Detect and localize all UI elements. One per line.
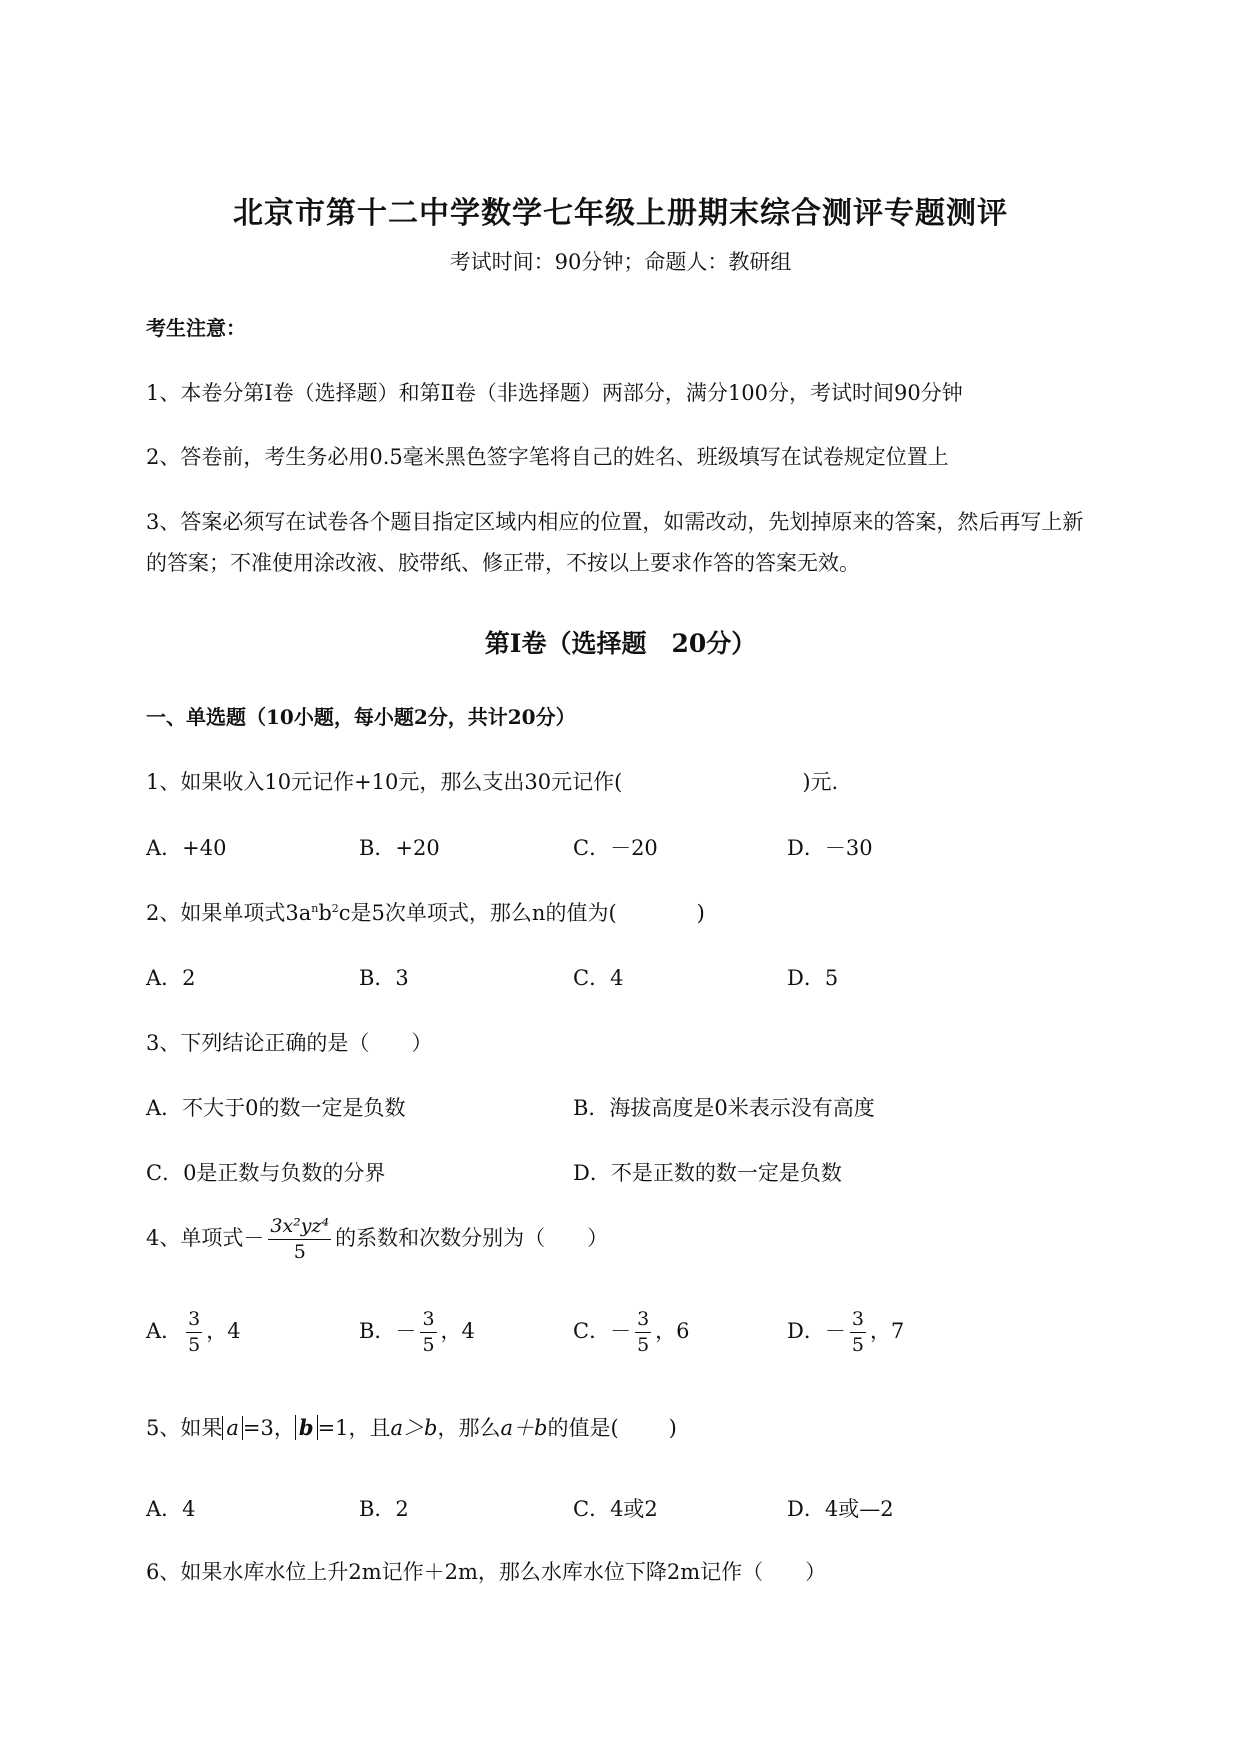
- question-1-text: 1、如果收入10元记作+10元，那么支出30元记作(: [146, 770, 623, 794]
- question-5-text: 5、如果: [146, 1416, 223, 1440]
- option-degree: ，4: [206, 1319, 241, 1343]
- fraction-numerator: 3: [420, 1310, 436, 1333]
- question-6: 6、如果水库水位上升2m记作＋2m，那么水库水位下降2m记作（ ）: [146, 1560, 827, 1584]
- question-4-text: 4、单项式－: [146, 1226, 265, 1250]
- option-label: B．－: [359, 1319, 417, 1343]
- q3-option-c: C．0是正数与负数的分界: [146, 1161, 386, 1185]
- q4-option-d: [787, 1310, 904, 1355]
- abs-b: b: [295, 1415, 318, 1440]
- question-5-text-cont: ，那么: [437, 1416, 501, 1440]
- fraction-denominator: 5: [637, 1334, 650, 1356]
- fraction-numerator: 3x²yz⁴: [268, 1217, 331, 1240]
- question-1-suffix: )元.: [802, 770, 839, 794]
- q5-option-d: D．4或—2: [787, 1497, 894, 1521]
- fraction-numerator: 3: [186, 1310, 202, 1333]
- equation: =3，: [242, 1416, 295, 1440]
- notice-item-1: 1、本卷分第Ⅰ卷（选择题）和第Ⅱ卷（非选择题）两部分，满分100分，考试时间90分钟: [146, 381, 963, 405]
- exponent: n: [311, 902, 319, 915]
- option-degree: ，6: [655, 1319, 690, 1343]
- page-title: 北京市第十二中学数学七年级上册期末综合测评专题测评: [233, 196, 1008, 231]
- q1-option-a: A．+40: [146, 836, 227, 860]
- question-1: [146, 766, 838, 796]
- exam-info: 考试时间：90分钟；命题人：教研组: [449, 250, 792, 274]
- question-2-suffix: ): [696, 901, 705, 925]
- question-2: [146, 897, 705, 927]
- q3-option-d: D．不是正数的数一定是负数: [573, 1161, 842, 1185]
- q5-option-b: B．2: [359, 1497, 409, 1521]
- fraction: [850, 1310, 866, 1355]
- notice-item-2: 2、答卷前，考生务必用0.5毫米黑色签字笔将自己的姓名、班级填写在试卷规定位置上: [146, 445, 949, 469]
- equation: =1，且: [317, 1416, 391, 1440]
- q2-option-b: B．3: [359, 966, 409, 990]
- q4-option-b: [359, 1310, 475, 1355]
- section-title: 第Ⅰ卷（选择题 20分）: [484, 629, 757, 658]
- part-title: 一、单选题（10小题，每小题2分，共计20分）: [146, 705, 576, 729]
- abs-a: a: [222, 1416, 243, 1440]
- q5-option-a: A．4: [146, 1497, 196, 1521]
- fraction-denominator: 5: [851, 1334, 864, 1356]
- q4-option-a: [146, 1310, 241, 1355]
- fraction-numerator: 3: [635, 1310, 651, 1333]
- option-label: D．－: [787, 1319, 846, 1343]
- q1-option-c: C．－20: [573, 836, 658, 860]
- q3-option-b: B．海拔高度是0米表示没有高度: [573, 1096, 875, 1120]
- question-5: [146, 1412, 677, 1442]
- notice-item-3-cont: 的答案；不准使用涂改液、胶带纸、修正带，不按以上要求作答的答案无效。: [146, 551, 860, 575]
- exponent: 2: [331, 902, 339, 915]
- option-degree: ，4: [440, 1319, 475, 1343]
- fraction-denominator: 5: [188, 1334, 201, 1356]
- q3-option-a: A．不大于0的数一定是负数: [146, 1096, 406, 1120]
- notice-item-3: 3、答案必须写在试卷各个题目指定区域内相应的位置，如需改动，先划掉原来的答案，然后再写上新: [146, 510, 1084, 534]
- fraction-numerator: 3: [850, 1310, 866, 1333]
- question-4: [146, 1217, 608, 1262]
- question-5-suffix: 的值是(: [547, 1416, 619, 1440]
- question-3: 3、下列结论正确的是（ ）: [146, 1031, 433, 1055]
- q2-option-d: D．5: [787, 966, 839, 990]
- question-4-suffix: 的系数和次数分别为（ ）: [335, 1226, 609, 1250]
- q5-option-c: C．4或2: [573, 1497, 658, 1521]
- option-degree: ，7: [869, 1319, 905, 1343]
- fraction: [635, 1310, 651, 1355]
- question-2-var: b: [318, 901, 332, 925]
- q4-option-c: [573, 1310, 690, 1355]
- q2-option-c: C．4: [573, 966, 624, 990]
- q2-option-a: A．2: [146, 966, 196, 990]
- fraction: [186, 1310, 202, 1355]
- fraction-denominator: 5: [422, 1334, 435, 1356]
- option-label: C．－: [573, 1319, 632, 1343]
- option-label: A．: [146, 1319, 183, 1343]
- question-5-end: ): [668, 1416, 677, 1440]
- q1-option-d: D．－30: [787, 836, 873, 860]
- fraction-denominator: 5: [293, 1241, 306, 1263]
- fraction: [420, 1310, 436, 1355]
- monomial-fraction: [268, 1217, 331, 1262]
- condition: a＞b: [390, 1416, 438, 1440]
- question-2-text: 2、如果单项式3a: [146, 901, 312, 925]
- notice-title: 考生注意：: [146, 316, 246, 340]
- question-2-text-cont: c是5次单项式，那么n的值为(: [338, 901, 617, 925]
- expression: a＋b: [500, 1416, 548, 1440]
- q1-option-b: B．+20: [359, 836, 440, 860]
